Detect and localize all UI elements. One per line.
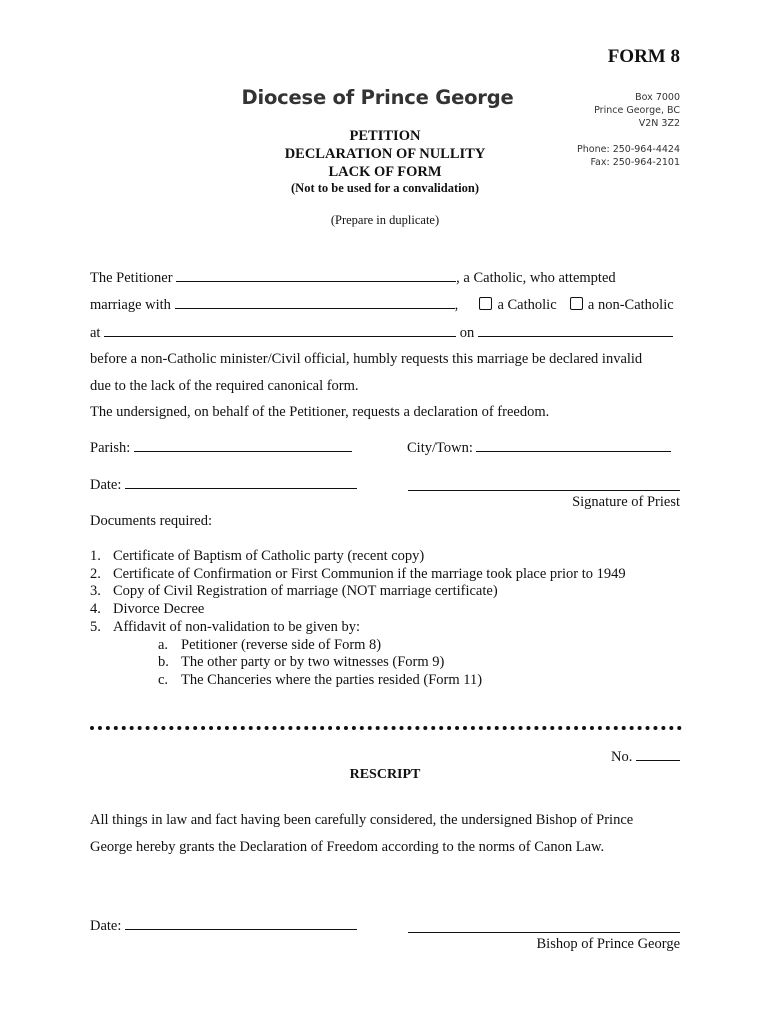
title-declaration: DECLARATION OF NULLITY bbox=[284, 146, 486, 162]
title-petition: PETITION bbox=[349, 128, 421, 144]
at-label: at bbox=[90, 325, 101, 341]
city-line bbox=[407, 440, 671, 457]
petitioner-name-field[interactable] bbox=[176, 280, 456, 282]
list-item: 2. Certificate of Confirmation or First Communion if the marriage took place prior to 1949 bbox=[90, 565, 626, 582]
diocese-name: Diocese of Prince George bbox=[241, 86, 514, 109]
on-label: on bbox=[459, 325, 475, 341]
rescript-text-2: George hereby grants the Declaration of Freedom according to the norms of Canon Law. bbox=[90, 839, 605, 855]
marriage-date-field[interactable] bbox=[478, 335, 673, 337]
diocese-phone: Phone: 250-964-4424 bbox=[577, 144, 680, 155]
comma-text: , bbox=[454, 297, 459, 313]
bishop-signature-field[interactable] bbox=[408, 931, 680, 933]
list-item: 4. Divorce Decree bbox=[90, 601, 205, 618]
form-number: FORM 8 bbox=[607, 46, 680, 67]
list-item: 1. Certificate of Baptism of Catholic party (recent copy) bbox=[90, 548, 425, 564]
bishop-date-field[interactable] bbox=[125, 928, 357, 930]
petition-text-3: The undersigned, on behalf of the Petitioner, requests a declaration of freedom. bbox=[90, 404, 550, 420]
rescript-number-field[interactable] bbox=[636, 759, 680, 761]
catholic-checkbox[interactable] bbox=[479, 297, 492, 310]
address-city: Prince George, BC bbox=[594, 105, 680, 116]
petitioner-line bbox=[90, 270, 616, 287]
form-title bbox=[235, 127, 535, 181]
parish-label: Parish: bbox=[90, 440, 131, 456]
petitioner-label: The Petitioner bbox=[90, 270, 173, 286]
non-catholic-checkbox[interactable] bbox=[570, 297, 583, 310]
non-catholic-option-label: a non-Catholic bbox=[587, 297, 674, 313]
prepare-note: (Prepare in duplicate) bbox=[330, 213, 440, 227]
city-label: City/Town: bbox=[407, 440, 473, 456]
diocese-address bbox=[560, 91, 680, 169]
rescript-number-label: No. bbox=[611, 749, 633, 765]
rescript-number-line bbox=[560, 749, 680, 766]
sub-list-item: b. The other party or by two witnesses (Form 9) bbox=[158, 654, 445, 671]
sub-list-item: c. The Chanceries where the parties resided (Form 11) bbox=[158, 671, 483, 688]
place-field[interactable] bbox=[104, 335, 456, 337]
priest-date-line bbox=[90, 477, 357, 494]
documents-list bbox=[90, 548, 626, 690]
catholic-attempted-text: , a Catholic, who attempted bbox=[456, 270, 616, 286]
rescript-heading: RESCRIPT bbox=[349, 767, 421, 782]
parish-field[interactable] bbox=[134, 450, 352, 452]
address-postal: V2N 3Z2 bbox=[638, 118, 680, 129]
documents-heading: Documents required: bbox=[90, 513, 213, 529]
at-on-line bbox=[90, 325, 673, 342]
petition-text-2: due to the lack of the required canonical form. bbox=[90, 378, 359, 394]
petition-text-1: before a non-Catholic minister/Civil official, humbly requests this marriage be declared invalid bbox=[90, 351, 643, 367]
title-note: (Not to be used for a convalidation) bbox=[291, 181, 479, 195]
bishop-date-line bbox=[90, 918, 357, 935]
marriage-with-line bbox=[90, 297, 674, 314]
rescript-text-1: All things in law and fact having been carefully considered, the undersigned Bishop of Prince bbox=[90, 812, 634, 828]
bishop-date-label: Date: bbox=[90, 918, 122, 934]
priest-date-field[interactable] bbox=[125, 487, 357, 489]
list-item: 3. Copy of Civil Registration of marriage (NOT marriage certificate) bbox=[90, 583, 498, 600]
parish-line bbox=[90, 440, 352, 457]
spouse-name-field[interactable] bbox=[175, 307, 455, 309]
catholic-option-label: a Catholic bbox=[497, 297, 557, 313]
diocese-fax: Fax: 250-964-2101 bbox=[590, 157, 680, 168]
priest-signature-field[interactable] bbox=[408, 489, 680, 491]
sub-list-item: a. Petitioner (reverse side of Form 8) bbox=[158, 636, 382, 653]
priest-date-label: Date: bbox=[90, 477, 122, 493]
list-item: 5. Affidavit of non-validation to be given by: bbox=[90, 618, 360, 635]
city-field[interactable] bbox=[476, 450, 671, 452]
marriage-with-label: marriage with bbox=[90, 297, 171, 313]
bishop-signature-label: Bishop of Prince George bbox=[536, 936, 680, 952]
address-box: Box 7000 bbox=[635, 92, 680, 103]
title-lack-of-form: LACK OF FORM bbox=[328, 164, 442, 180]
priest-signature-label: Signature of Priest bbox=[572, 494, 680, 510]
dotted-separator bbox=[90, 726, 682, 730]
